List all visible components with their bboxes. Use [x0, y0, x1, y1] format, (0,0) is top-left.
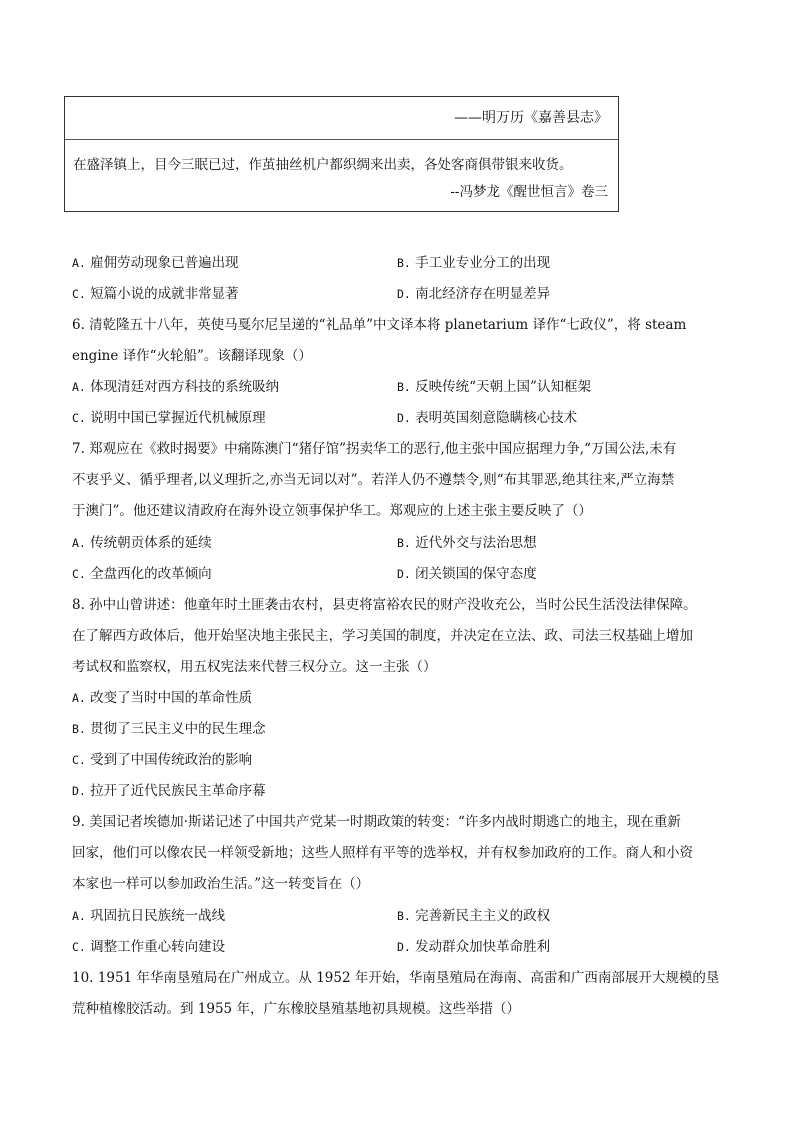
quote-source-jiashan: ——明万历《嘉善县志》 — [65, 97, 618, 140]
q6-stem-line2: engine 译作“火轮船”。该翻译现象（） — [72, 348, 312, 364]
q6-option-a[interactable]: A. 体现清廷对西方科技的系统吸纳 — [72, 379, 280, 395]
q7-option-a[interactable]: A. 传统朝贡体系的延续 — [72, 535, 212, 551]
q10-stem-line1: 10. 1951 年华南垦殖局在广州成立。从 1952 年开始，华南垦殖局在海南、高雷和广西南部展开大规模的垦 — [72, 970, 720, 986]
q7-option-c[interactable]: C. 全盘西化的改革倾向 — [72, 566, 212, 582]
q8-option-d[interactable]: D. 拉开了近代民族民主革命序幕 — [72, 783, 266, 799]
quote-text: 在盛泽镇上，目今三眠已过，作茧抽丝机户都织绸来出卖，各处客商俱带银来收货。 — [73, 157, 573, 173]
q5-option-a[interactable]: A. 雇佣劳动现象已普遍出现 — [72, 255, 239, 271]
source-quote-box — [64, 96, 619, 212]
q9-option-d[interactable]: D. 发动群众加快革命胜利 — [397, 939, 551, 955]
q6-option-c[interactable]: C. 说明中国已掌握近代机械原理 — [72, 410, 266, 426]
q8-stem-line1: 8. 孙中山曾讲述：他童年时土匪袭击农村，县吏将富裕农民的财产没收充公，当时公民生活没法律保障。 — [72, 597, 697, 613]
quote-content — [65, 140, 618, 206]
q9-option-b[interactable]: B. 完善新民主主义的政权 — [397, 908, 551, 924]
q7-option-b[interactable]: B. 近代外交与法治思想 — [397, 535, 537, 551]
q7-stem-line3: 于澳门”。他还建议清政府在海外设立领事保护华工。郑观应的上述主张主要反映了（） — [72, 503, 592, 519]
q8-stem-line2: 在了解西方政体后，他开始坚决地主张民主，学习美国的制度，并决定在立法、政、司法三权基础上增加 — [72, 628, 693, 644]
q6-stem-line1: 6. 清乾隆五十八年，英使马戛尔尼呈递的“礼品单”中文译本将 planetarium 译作“七政仪”，将 steam — [72, 317, 687, 333]
q7-stem-line2: 不衷乎义、循乎理者,以义理折之,亦当无词以对”。若洋人仍不遵禁令,则“布其罪恶,绝其往来,严立海禁 — [72, 472, 675, 488]
q8-stem-line3: 考试权和监察权，用五权宪法来代替三权分立。这一主张（） — [72, 659, 437, 675]
q5-option-c[interactable]: C. 短篇小说的成就非常显著 — [72, 286, 239, 302]
q5-option-d[interactable]: D. 南北经济存在明显差异 — [397, 286, 551, 302]
q9-option-c[interactable]: C. 调整工作重心转向建设 — [72, 939, 226, 955]
q6-option-d[interactable]: D. 表明英国刻意隐瞒核心技术 — [397, 410, 578, 426]
q5-option-b[interactable]: B. 手工业专业分工的出现 — [397, 255, 551, 271]
q9-stem-line3: 本家也一样可以参加政治生活。”这一转变旨在（） — [72, 876, 370, 892]
q10-stem-line2: 荒种植橡胶活动。到 1955 年，广东橡胶垦殖基地初具规模。这些举措（） — [72, 1001, 520, 1017]
q8-option-c[interactable]: C. 受到了中国传统政治的影响 — [72, 752, 253, 768]
q9-option-a[interactable]: A. 巩固抗日民族统一战线 — [72, 908, 226, 924]
quote-source-xingshi: --冯梦龙《醒世恒言》卷三 — [450, 184, 608, 200]
q8-option-a[interactable]: A. 改变了当时中国的革命性质 — [72, 690, 253, 706]
q9-stem-line2: 回家，他们可以像农民一样领受新地；这些人照样有平等的选举权，并有权参加政府的工作。商人和小资 — [72, 845, 693, 861]
q7-stem-line1: 7. 郑观应在《救时揭要》中痛陈澳门“猪仔馆”拐卖华工的恶行,他主张中国应据理力争,“万国公法,未有 — [72, 441, 677, 457]
q6-option-b[interactable]: B. 反映传统“天朝上国”认知框架 — [397, 379, 591, 395]
q9-stem-line1: 9. 美国记者埃德加·斯诺记述了中国共产党某一时期政策的转变：“许多内战时期逃亡的地主，现在重新 — [72, 814, 681, 830]
q8-option-b[interactable]: B. 贯彻了三民主义中的民生理念 — [72, 721, 266, 737]
q7-option-d[interactable]: D. 闭关锁国的保守态度 — [397, 566, 537, 582]
